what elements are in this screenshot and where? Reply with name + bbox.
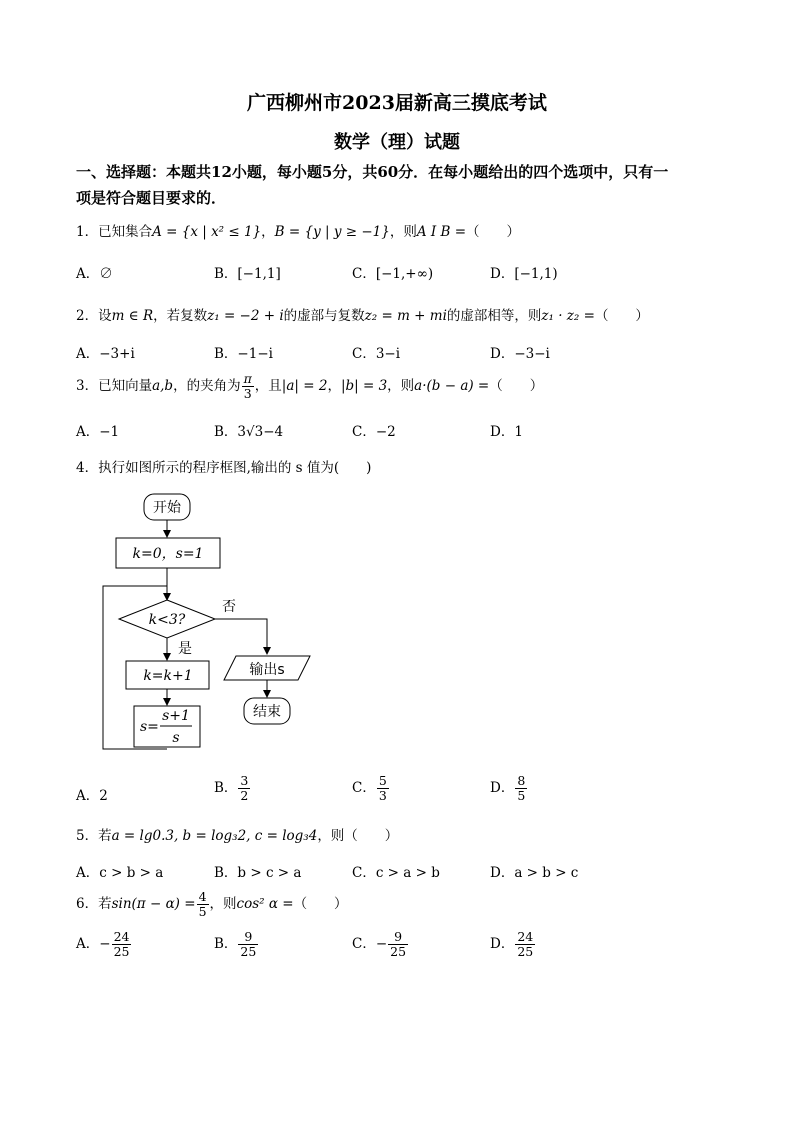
question-text: ， <box>261 224 275 240</box>
question-text: 设 <box>98 308 112 324</box>
flow-start-label: 开始 <box>153 500 181 516</box>
option-c <box>352 930 409 959</box>
option-a <box>76 930 132 959</box>
flow-end-label: 结束 <box>253 704 281 720</box>
option-a: A．∅ <box>76 266 113 282</box>
question-number: 6． <box>76 896 99 912</box>
math-expression: B = {y | y ≥ −1} <box>274 224 390 240</box>
option-d: D．1 <box>490 424 523 440</box>
question-text: ，则（ ） <box>317 828 399 844</box>
fraction-denominator: 5 <box>198 904 207 919</box>
question-2 <box>76 304 649 324</box>
option-b: B．[−1,1] <box>214 266 281 282</box>
answer-paren: （ ） <box>489 378 544 394</box>
fraction-numerator: 24 <box>113 929 130 944</box>
fraction-denominator: 25 <box>517 944 534 959</box>
option-label: A． <box>76 788 100 804</box>
fraction <box>112 930 132 959</box>
math-expression: a·(b − a) = <box>414 378 490 394</box>
answer-paren: （ ） <box>594 308 649 324</box>
math-expression: cos² α = <box>236 896 294 912</box>
flow-yes-label: 是 <box>178 641 192 657</box>
math-expression: |a| = 2 <box>281 378 328 394</box>
question-number: 1． <box>76 224 99 240</box>
option-label: D． <box>490 780 515 796</box>
option-c: C．c > a > b <box>352 865 440 881</box>
flow-no-label: 否 <box>222 599 236 615</box>
question-text: 已知向量 <box>98 378 153 394</box>
flow-output-label: 输出s <box>249 662 285 678</box>
question-number: 2． <box>76 308 99 324</box>
option-d: D．[−1,1) <box>490 266 558 282</box>
math-expression: a,b <box>152 378 174 394</box>
flow-update-denominator: s <box>172 730 180 746</box>
question-5 <box>76 824 398 844</box>
option-label: D． <box>490 936 515 952</box>
math-expression: A = {x | x² ≤ 1} <box>152 224 262 240</box>
math-expression: sin(π − α) = <box>111 896 196 912</box>
option-b <box>214 930 259 959</box>
fraction-denominator: 3 <box>378 788 387 803</box>
question-text: ，且 <box>254 378 282 394</box>
option-d <box>490 930 536 959</box>
math-expression: z₁ = −2 + i <box>207 308 284 324</box>
option-value: 2 <box>99 788 108 804</box>
math-expression: a = lg0.3, b = log₃2, c = log₃4 <box>111 828 318 844</box>
option-c: C．−2 <box>352 424 396 440</box>
fraction-numerator: 5 <box>378 773 387 788</box>
math-expression: |b| = 3 <box>340 378 388 394</box>
option-b: B．b > c > a <box>214 865 302 881</box>
option-label: A．− <box>76 936 111 952</box>
fraction <box>238 930 258 959</box>
math-expression: A I B = <box>416 224 467 240</box>
fraction-denominator: 2 <box>240 788 249 803</box>
answer-paren: （ ） <box>293 896 348 912</box>
fraction-denominator: 25 <box>113 944 130 959</box>
question-number: 4． <box>76 460 99 476</box>
answer-paren: （ ） <box>466 224 521 240</box>
question-text: ，则 <box>209 896 237 912</box>
option-b <box>214 774 251 803</box>
question-text: ，则 <box>387 378 415 394</box>
question-1 <box>76 220 520 240</box>
option-a: A．−1 <box>76 424 120 440</box>
option-b: B．3√3−4 <box>214 424 284 440</box>
fraction-numerator: 9 <box>238 930 258 945</box>
option-c: C．[−1,+∞) <box>352 266 434 282</box>
fraction-numerator: 3 <box>240 773 249 788</box>
fraction-numerator: 8 <box>517 773 526 788</box>
fraction-denominator: 5 <box>517 788 526 803</box>
option-d: D．−3−i <box>490 346 550 362</box>
fraction <box>515 930 535 959</box>
flow-update-lhs: s= <box>140 719 159 735</box>
question-text: 的虚部相等，则 <box>446 308 542 324</box>
page-subtitle: 数学（理）试题 <box>334 132 460 153</box>
fraction <box>197 890 209 919</box>
math-expression: m ∈ R <box>111 308 154 324</box>
question-6 <box>76 890 348 919</box>
question-text: 已知集合 <box>98 224 153 240</box>
math-expression: z₁ · z₂ = <box>541 308 595 324</box>
flow-increment-label: k=k+1 <box>143 668 193 684</box>
fraction-denominator: 3 <box>243 386 252 401</box>
option-a <box>76 784 108 804</box>
fraction <box>377 774 389 803</box>
option-b: B．−1−i <box>214 346 273 362</box>
option-label: C．− <box>352 936 388 952</box>
question-text: ，的夹角为 <box>173 378 241 394</box>
fraction <box>242 372 254 401</box>
question-3 <box>76 372 543 401</box>
fraction-denominator: 25 <box>240 944 257 959</box>
option-a: A．c > b > a <box>76 865 164 881</box>
option-d: D．a > b > c <box>490 865 579 881</box>
fraction <box>238 774 250 803</box>
fraction-denominator: 25 <box>390 944 407 959</box>
fraction-numerator: π <box>243 371 252 386</box>
flow-init-label: k=0，s=1 <box>132 546 204 562</box>
math-expression: z₂ = m + mi <box>364 308 447 324</box>
section-heading-line1: 一、选择题：本题共12小题，每小题5分，共60分．在每小题给出的四个选项中，只有一 <box>76 163 669 181</box>
page-title: 广西柳州市2023届新高三摸底考试 <box>247 92 547 114</box>
fraction-numerator: 24 <box>517 929 534 944</box>
option-label: B． <box>214 780 238 796</box>
fraction-numerator: 9 <box>388 930 408 945</box>
option-label: B． <box>214 936 238 952</box>
section-heading-line2: 项是符合题目要求的． <box>76 189 227 207</box>
question-text: ，则 <box>389 224 417 240</box>
flow-condition-label: k<3? <box>148 612 186 628</box>
flow-update-numerator: s+1 <box>162 708 190 724</box>
program-flowchart <box>96 486 326 758</box>
fraction <box>515 774 527 803</box>
fraction <box>388 930 408 959</box>
fraction-numerator: 4 <box>198 889 207 904</box>
option-d <box>490 774 528 803</box>
option-label: C． <box>352 780 376 796</box>
option-c <box>352 774 390 803</box>
question-text: 若 <box>98 896 112 912</box>
question-text: ，若复数 <box>153 308 208 324</box>
question-text: 若 <box>98 828 112 844</box>
question-number: 5． <box>76 828 99 844</box>
question-text: ， <box>327 378 341 394</box>
option-c: C．3−i <box>352 346 401 362</box>
question-number: 3． <box>76 378 99 394</box>
option-a: A．−3+i <box>76 346 135 362</box>
flow-no-branch <box>215 619 267 654</box>
question-text: 的虚部与复数 <box>283 308 365 324</box>
question-4 <box>76 456 371 476</box>
question-text: 执行如图所示的程序框图,输出的 s 值为( ) <box>98 460 372 476</box>
